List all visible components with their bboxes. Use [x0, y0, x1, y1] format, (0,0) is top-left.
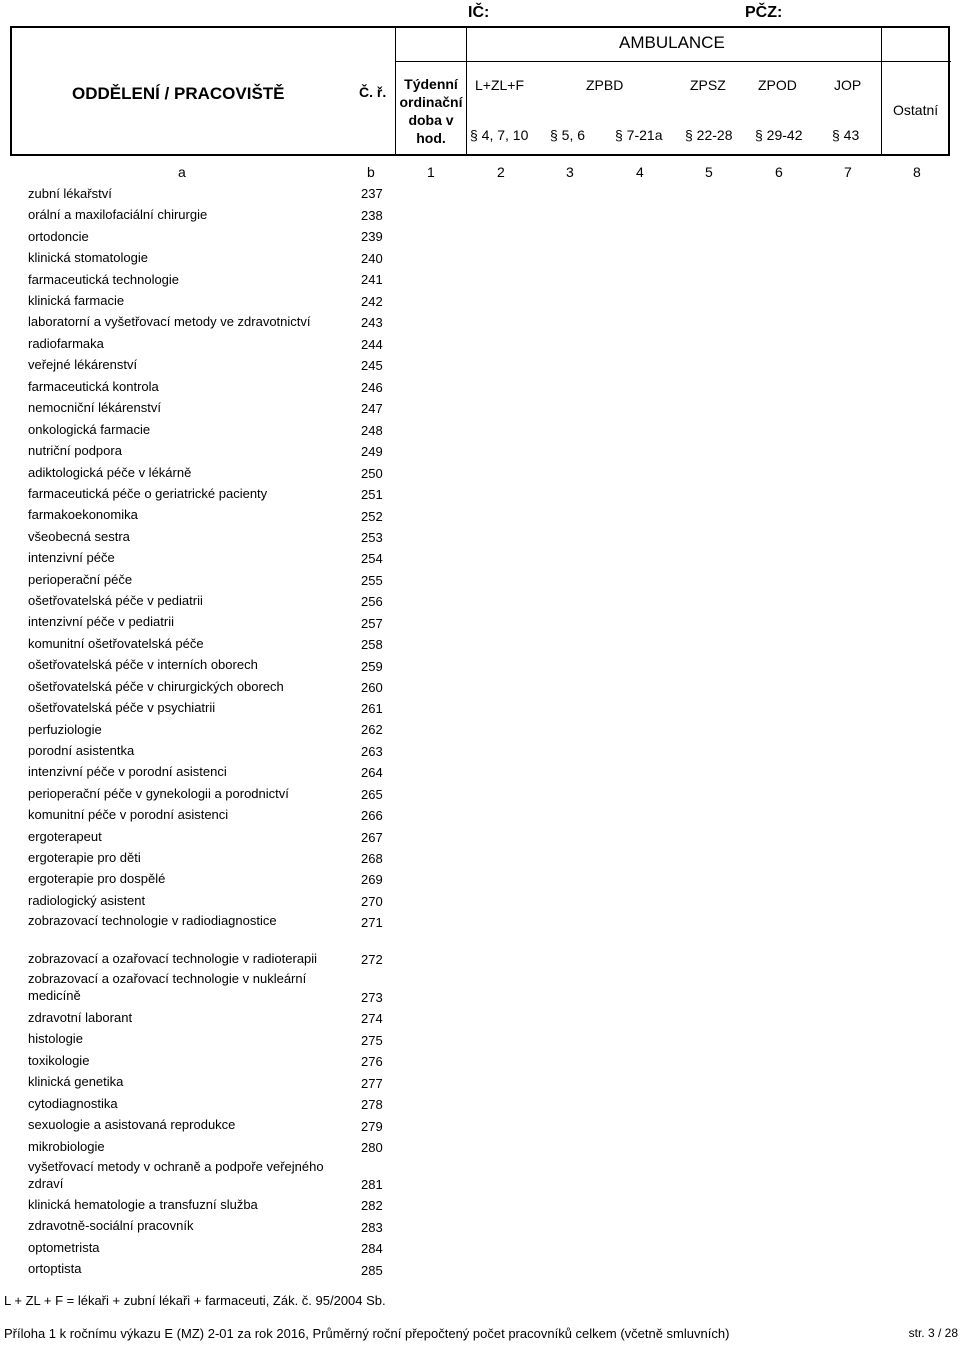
- group-paragraph: § 4, 7, 10: [470, 127, 529, 143]
- column-letter: 7: [844, 164, 852, 180]
- row-label: zobrazovací a ozařovací technologie v nukleární medicíně: [28, 971, 307, 1003]
- row-label: všeobecná sestra: [28, 529, 130, 544]
- row-code: 281: [361, 1177, 383, 1192]
- row-label: intenzivní péče: [28, 550, 115, 565]
- row-label: vyšetřovací metody v ochraně a podpoře veřejného zdraví: [28, 1159, 324, 1191]
- row-code: 246: [361, 380, 383, 395]
- ambulance-title: AMBULANCE: [619, 33, 725, 52]
- column-letter: 6: [775, 164, 783, 180]
- row-label: farmaceutická technologie: [28, 272, 180, 287]
- column-letter: 8: [913, 164, 921, 180]
- row-label: ošetřovatelská péče v pediatrii: [28, 593, 203, 608]
- row-label: porodní asistentka: [28, 743, 135, 758]
- row-label: adiktologická péče v lékárně: [28, 465, 192, 480]
- row-code: 260: [361, 680, 383, 695]
- row-code: 255: [361, 573, 383, 588]
- column-letter: 1: [427, 164, 435, 180]
- row-code: 271: [361, 915, 383, 930]
- column-letter: 2: [497, 164, 505, 180]
- ostatni-header: Ostatní: [893, 102, 939, 118]
- row-label: laboratorní a vyšetřovací metody ve zdravotnictví: [28, 314, 311, 329]
- row-code: 243: [361, 315, 383, 330]
- row-label: nutriční podpora: [28, 443, 122, 458]
- group-paragraph: § 7-21a: [615, 127, 663, 143]
- row-label: perioperační péče: [28, 572, 133, 587]
- row-label: ošetřovatelská péče v interních oborech: [28, 657, 258, 672]
- row-label: zdravotně-sociální pracovník: [28, 1218, 194, 1233]
- row-label: ortoptista: [28, 1261, 82, 1276]
- footer-note: L + ZL + F = lékaři + zubní lékaři + farmaceuti, Zák. č. 95/2004 Sb.: [4, 1293, 386, 1308]
- row-label: zubní lékařství: [28, 186, 112, 201]
- row-code: 258: [361, 637, 383, 652]
- row-code: 249: [361, 444, 383, 459]
- row-label: intenzivní péče v porodní asistenci: [28, 764, 227, 779]
- row-code: 242: [361, 294, 383, 309]
- group-name: ZPOD: [758, 77, 797, 93]
- row-code: 254: [361, 551, 383, 566]
- row-label: ošetřovatelská péče v psychiatrii: [28, 700, 216, 715]
- row-code: 237: [361, 186, 383, 201]
- row-code: 244: [361, 337, 383, 352]
- row-code: 263: [361, 744, 383, 759]
- row-code: 252: [361, 509, 383, 524]
- group-paragraph: § 22-28: [685, 127, 733, 143]
- row-label: radiofarmaka: [28, 336, 104, 351]
- row-label: ergoterapie pro dospělé: [28, 871, 166, 886]
- row-code: 256: [361, 594, 383, 609]
- row-label: ergoterapie pro děti: [28, 850, 141, 865]
- row-code: 262: [361, 722, 383, 737]
- row-code: 250: [361, 466, 383, 481]
- column-letter: 4: [636, 164, 644, 180]
- row-label: zobrazovací a ozařovací technologie v radioterapii: [28, 951, 318, 966]
- group-name: L+ZL+F: [475, 77, 525, 93]
- column-letter: 3: [566, 164, 574, 180]
- row-label: veřejné lékárenství: [28, 357, 138, 372]
- pcz-label: PČZ:: [745, 4, 783, 21]
- row-label: zobrazovací technologie v radiodiagnostice: [28, 913, 277, 928]
- row-code: 277: [361, 1076, 383, 1091]
- row-label: klinická farmacie: [28, 293, 125, 308]
- row-label: orální a maxilofaciální chirurgie: [28, 207, 208, 222]
- group-name: ZPSZ: [690, 77, 726, 93]
- row-code: 264: [361, 765, 383, 780]
- row-code: 247: [361, 401, 383, 416]
- row-code: 284: [361, 1241, 383, 1256]
- column-letter: 5: [705, 164, 713, 180]
- row-code: 259: [361, 659, 383, 674]
- column-letter: a: [178, 164, 186, 180]
- row-label: perioperační péče v gynekologii a porodnictví: [28, 786, 289, 801]
- group-paragraph: § 29-42: [755, 127, 803, 143]
- row-code: 253: [361, 530, 383, 545]
- row-label: farmaceutická kontrola: [28, 379, 159, 394]
- row-code: 275: [361, 1033, 383, 1048]
- row-code: 248: [361, 423, 383, 438]
- row-label: nemocniční lékárenství: [28, 400, 161, 415]
- row-code: 279: [361, 1119, 383, 1134]
- row-code: 240: [361, 251, 383, 266]
- group-paragraph: § 43: [832, 127, 860, 143]
- row-label: klinická hematologie a transfuzní služba: [28, 1197, 258, 1212]
- row-label: optometrista: [28, 1240, 100, 1255]
- group-paragraph: § 5, 6: [550, 127, 586, 143]
- row-code: 239: [361, 229, 383, 244]
- column-letter: b: [367, 164, 375, 180]
- row-label: radiologický asistent: [28, 893, 146, 908]
- row-label: komunitní péče v porodní asistenci: [28, 807, 229, 822]
- row-code: 261: [361, 701, 383, 716]
- row-label: klinická genetika: [28, 1074, 124, 1089]
- row-label: onkologická farmacie: [28, 422, 151, 437]
- footer-caption: Příloha 1 k ročnímu výkazu E (MZ) 2-01 za rok 2016, Průměrný roční přepočtený počet pracovníků celkem (včetně smluvních): [4, 1326, 730, 1341]
- row-number-header: Č. ř.: [359, 84, 387, 100]
- row-code: 285: [361, 1263, 383, 1278]
- row-code: 251: [361, 487, 383, 502]
- row-code: 283: [361, 1220, 383, 1235]
- row-label: intenzivní péče v pediatrii: [28, 614, 174, 629]
- row-code: 272: [361, 952, 383, 967]
- row-code: 267: [361, 830, 383, 845]
- row-label: toxikologie: [28, 1053, 90, 1068]
- row-label: sexuologie a asistovaná reprodukce: [28, 1117, 236, 1132]
- row-code: 280: [361, 1140, 383, 1155]
- row-code: 269: [361, 872, 383, 887]
- row-code: 265: [361, 787, 383, 802]
- row-code: 268: [361, 851, 383, 866]
- row-label: histologie: [28, 1031, 83, 1046]
- row-code: 245: [361, 358, 383, 373]
- group-name: ZPBD: [586, 77, 624, 93]
- row-code: 278: [361, 1097, 383, 1112]
- row-label: perfuziologie: [28, 722, 102, 737]
- row-label: zdravotní laborant: [28, 1010, 133, 1025]
- row-code: 270: [361, 894, 383, 909]
- row-code: 241: [361, 272, 383, 287]
- row-label: mikrobiologie: [28, 1139, 105, 1154]
- row-code: 273: [361, 990, 383, 1005]
- weekly-hours-header: Týdenní ordinační doba v hod.: [399, 76, 463, 146]
- row-label: ošetřovatelská péče v chirurgických oborech: [28, 679, 284, 694]
- row-label: farmakoekonomika: [28, 507, 138, 522]
- group-name: JOP: [834, 77, 862, 93]
- row-label: komunitní ošetřovatelská péče: [28, 636, 204, 651]
- row-code: 274: [361, 1011, 383, 1026]
- row-code: 238: [361, 208, 383, 223]
- row-code: 257: [361, 616, 383, 631]
- row-label: ortodoncie: [28, 229, 89, 244]
- row-code: 276: [361, 1054, 383, 1069]
- row-code: 282: [361, 1198, 383, 1213]
- row-label: farmaceutická péče o geriatrické pacienty: [28, 486, 268, 501]
- page-number: str. 3 / 28: [908, 1326, 958, 1340]
- row-label: ergoterapeut: [28, 829, 102, 844]
- row-code: 266: [361, 808, 383, 823]
- department-header: ODDĚLENÍ / PRACOVIŠTĚ: [72, 84, 285, 103]
- row-label: cytodiagnostika: [28, 1096, 118, 1111]
- row-label: klinická stomatologie: [28, 250, 148, 265]
- ic-label: IČ:: [468, 4, 490, 21]
